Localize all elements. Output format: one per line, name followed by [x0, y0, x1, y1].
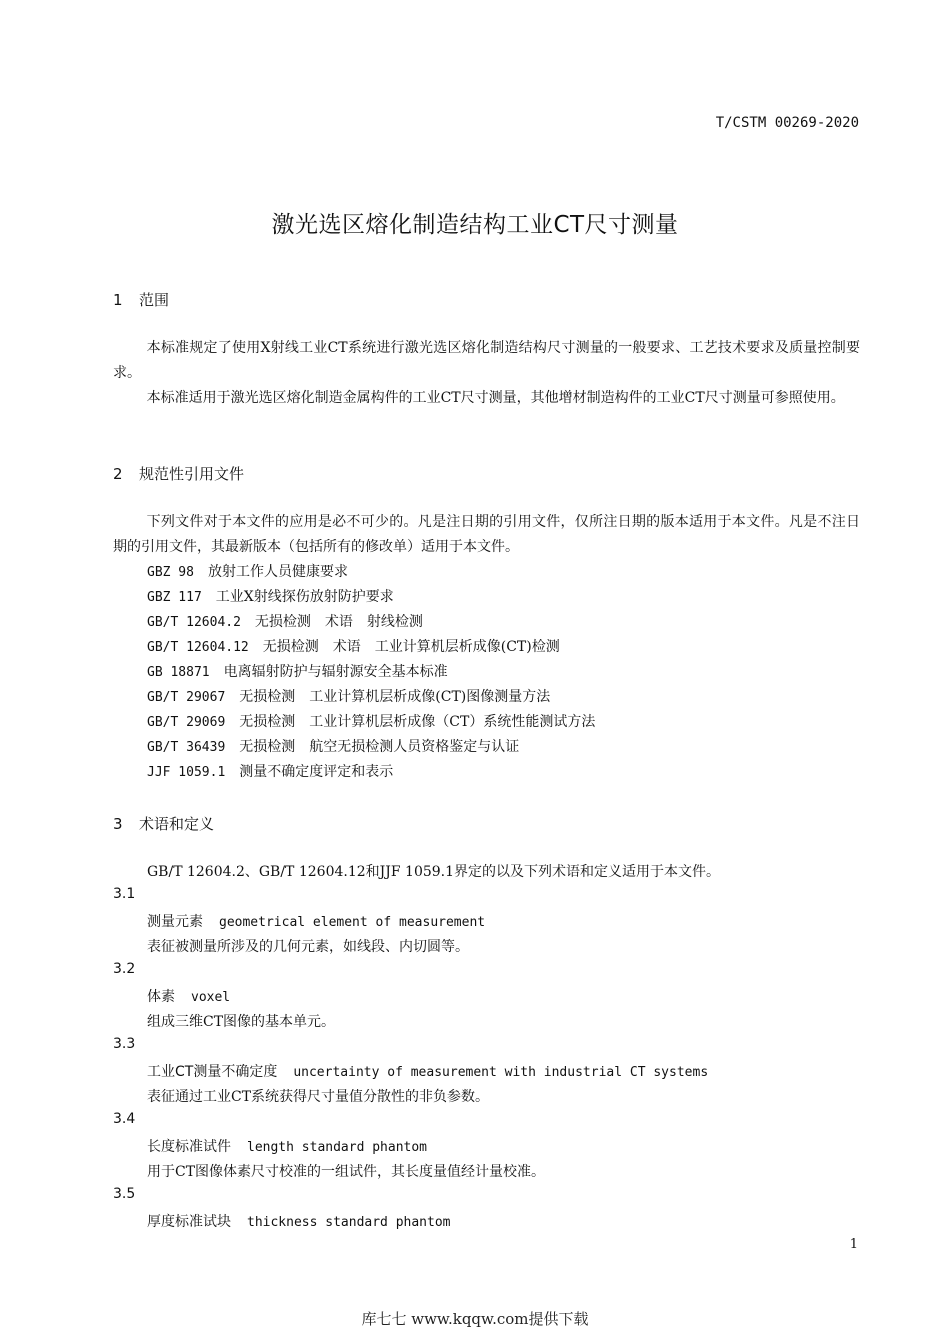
reference-code: GBZ 98 — [147, 565, 194, 580]
term-name — [147, 1211, 451, 1231]
reference-item — [147, 660, 448, 685]
term-name-zh: 长度标准试件 — [147, 1139, 231, 1155]
section-2-heading — [113, 463, 244, 484]
section-3-number: 3 — [113, 815, 123, 833]
section-1-title: 范围 — [139, 291, 170, 309]
term-name-en: thickness standard phantom — [247, 1215, 451, 1230]
term-definition: 表征通过工业CT系统获得尺寸量值分散性的非负参数。 — [147, 1089, 490, 1105]
term-name-en: uncertainty of measurement with industrial CT systems — [293, 1065, 709, 1080]
term-definition: 组成三维CT图像的基本单元。 — [147, 1014, 336, 1030]
term-definition: 用于CT图像体素尺寸校准的一组试件，其长度量值经计量校准。 — [147, 1164, 546, 1180]
reference-code: GB/T 29067 — [147, 690, 226, 705]
reference-title: 放射工作人员健康要求 — [207, 564, 348, 580]
reference-code: GBZ 117 — [147, 590, 202, 605]
section-2-title: 规范性引用文件 — [139, 465, 245, 483]
section-3-heading — [113, 813, 214, 834]
reference-item — [147, 685, 550, 710]
page-number: 1 — [849, 1237, 858, 1252]
term-name — [147, 986, 230, 1006]
reference-item — [147, 610, 423, 635]
term-name-zh: 测量元素 — [147, 914, 203, 930]
reference-code: GB/T 12604.2 — [147, 615, 241, 630]
reference-item — [147, 760, 393, 785]
term-number: 3.5 — [113, 1186, 136, 1202]
term-name — [147, 911, 485, 931]
reference-title: 工业X射线探伤放射防护要求 — [215, 589, 394, 605]
reference-item — [147, 735, 519, 760]
reference-title: 无损检测 航空无损检测人员资格鉴定与认证 — [239, 739, 520, 755]
term-name-zh: 厚度标准试块 — [147, 1214, 231, 1230]
term-number: 3.4 — [113, 1111, 136, 1127]
reference-code: GB 18871 — [147, 665, 210, 680]
term-name — [147, 1061, 708, 1081]
term-number: 3.1 — [113, 886, 136, 902]
reference-title: 测量不确定度评定和表示 — [239, 764, 394, 780]
reference-item — [147, 635, 560, 660]
reference-code: GB/T 12604.12 — [147, 640, 249, 655]
term-name-zh: 工业CT测量不确定度 — [147, 1064, 278, 1080]
term-name-en: voxel — [191, 990, 231, 1005]
download-footer: 库七七 www.kqqw.com提供下载 — [361, 1310, 589, 1328]
standard-number: T/CSTM 00269-2020 — [715, 115, 859, 131]
term-name-zh: 体素 — [147, 989, 175, 1005]
section-1-number: 1 — [113, 291, 123, 309]
section-3-title: 术语和定义 — [139, 815, 215, 833]
term-number: 3.2 — [113, 961, 136, 977]
reference-code: GB/T 29069 — [147, 715, 226, 730]
section-2-intro: 下列文件对于本文件的应用是必不可少的。凡是注日期的引用文件，仅所注日期的版本适用于本文件。凡是不注日期的引用文件，其最新版本（包括所有的修改单）适用于本文件。 — [113, 514, 860, 555]
reference-code: GB/T 36439 — [147, 740, 226, 755]
reference-title: 无损检测 术语 工业计算机层析成像(CT)检测 — [262, 639, 560, 655]
section-2-number: 2 — [113, 465, 123, 483]
reference-title: 电离辐射防护与辐射源安全基本标准 — [223, 664, 448, 680]
reference-item — [147, 560, 348, 585]
section-3-intro: GB/T 12604.2、GB/T 12604.12和JJF 1059.1界定的以及下列术语和定义适用于本文件。 — [147, 864, 721, 880]
term-name-en: geometrical element of measurement — [219, 915, 486, 930]
reference-title: 无损检测 工业计算机层析成像（CT）系统性能测试方法 — [239, 714, 596, 730]
term-name — [147, 1136, 427, 1156]
reference-title: 无损检测 工业计算机层析成像(CT)图像测量方法 — [239, 689, 551, 705]
reference-item — [147, 710, 595, 735]
reference-code: JJF 1059.1 — [147, 765, 226, 780]
term-name-en: length standard phantom — [247, 1140, 428, 1155]
reference-item — [147, 585, 394, 610]
term-definition: 表征被测量所涉及的几何元素，如线段、内切圆等。 — [147, 939, 469, 955]
document-title: 激光选区熔化制造结构工业CT尺寸测量 — [271, 212, 679, 238]
term-number: 3.3 — [113, 1036, 136, 1052]
reference-title: 无损检测 术语 射线检测 — [254, 614, 423, 630]
section-1-paragraph-2: 本标准适用于激光选区熔化制造金属构件的工业CT尺寸测量，其他增材制造构件的工业CT尺寸测量可参照使用。 — [146, 390, 845, 406]
section-1-heading — [113, 289, 169, 310]
section-1-paragraph-1: 本标准规定了使用X射线工业CT系统进行激光选区熔化制造结构尺寸测量的一般要求、工艺技术要求及质量控制要求。 — [113, 340, 860, 381]
